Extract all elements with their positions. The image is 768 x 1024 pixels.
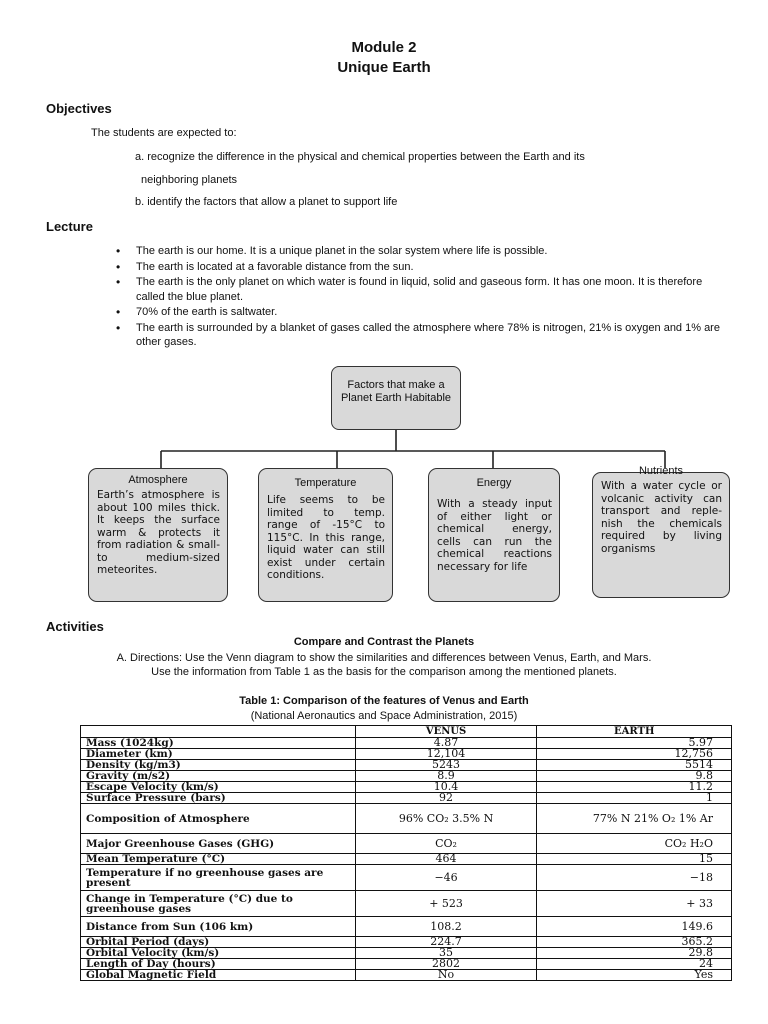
earth-cell: 12,756 (537, 749, 732, 760)
feature-cell: Gravity (m/s2) (81, 771, 356, 782)
column-header (81, 726, 356, 738)
feature-cell: Distance from Sun (106 km) (81, 917, 356, 937)
objective-b: b. identify the factors that allow a planet to support life (135, 196, 398, 208)
feature-cell: Composition of Atmosphere (81, 804, 356, 834)
venus-cell: 108.2 (355, 917, 537, 937)
table-row (81, 948, 732, 959)
table-row (81, 854, 732, 865)
table-header-row (81, 726, 732, 738)
venus-cell: 5243 (355, 760, 537, 771)
factor-text: Life seems to be limited to temp. range of -15°C to 115°C. In this range, liquid water can still exist under certain conditions. (267, 494, 385, 581)
title-block (0, 38, 768, 78)
earth-cell: 1 (537, 793, 732, 804)
feature-cell: Orbital Velocity (km/s) (81, 948, 356, 959)
earth-cell: 11.2 (537, 782, 732, 793)
earth-cell: 149.6 (537, 917, 732, 937)
factor-text: Earth’s atmosphere is about 100 miles thick. It keeps the surface warm & protects it from radiation & small-to medium-sized meteorites. (97, 489, 220, 576)
table-row (81, 749, 732, 760)
factor-box-nutrients (592, 465, 730, 598)
venus-cell: + 523 (355, 891, 537, 917)
table-row (81, 738, 732, 749)
venus-cell: 8.9 (355, 771, 537, 782)
venus-cell: 224.7 (355, 937, 537, 948)
lecture-bullet: • The earth is the only planet on which water is found in liquid, solid and gaseous form. It has one moon. It is therefore called the blue planet. (116, 275, 726, 304)
earth-cell: 24 (537, 959, 732, 970)
feature-cell: Length of Day (hours) (81, 959, 356, 970)
venus-cell: 2802 (355, 959, 537, 970)
diagram-root-box: Factors that make a Planet Earth Habitable (331, 366, 461, 430)
feature-cell: Mass (1024kg) (81, 738, 356, 749)
lecture-heading: Lecture (46, 219, 93, 234)
factor-box-temperature (258, 468, 393, 602)
earth-cell: 5.97 (537, 738, 732, 749)
lecture-bullet: • 70% of the earth is saltwater. (116, 305, 726, 320)
activity-title: Compare and Contrast the Planets (293, 636, 475, 648)
table-row (81, 804, 732, 834)
feature-cell: Mean Temperature (°C) (81, 854, 356, 865)
venus-cell: 96% CO₂ 3.5% N (355, 804, 537, 834)
feature-cell: Diameter (km) (81, 749, 356, 760)
venus-cell: No (355, 970, 537, 981)
earth-cell: Yes (537, 970, 732, 981)
table-row (81, 771, 732, 782)
factor-text: With a water cycle or volcanic activity can transport and reple-nish the chemicals required by living organisms (601, 480, 722, 555)
directions-line2: Use the information from Table 1 as the basis for the comparison among the mentioned planets. (151, 666, 617, 678)
table-row (81, 834, 732, 854)
earth-cell: CO₂ H₂O (537, 834, 732, 854)
habitability-diagram (80, 366, 750, 606)
table-row (81, 970, 732, 981)
table-row (81, 782, 732, 793)
column-header: EARTH (537, 726, 732, 738)
earth-cell: 5514 (537, 760, 732, 771)
feature-cell: Orbital Period (days) (81, 937, 356, 948)
table-row (81, 760, 732, 771)
venus-cell: 12,104 (355, 749, 537, 760)
venus-cell: 35 (355, 948, 537, 959)
earth-cell: 15 (537, 854, 732, 865)
factor-box-atmosphere (88, 468, 228, 602)
venus-cell: CO₂ (355, 834, 537, 854)
factor-title: Atmosphere (128, 474, 188, 486)
factor-title: Energy (476, 477, 512, 489)
activities-heading: Activities (46, 619, 104, 634)
feature-cell: Major Greenhouse Gases (GHG) (81, 834, 356, 854)
venus-cell: −46 (355, 865, 537, 891)
factor-title: Nutrients (638, 465, 684, 477)
venus-cell: 10.4 (355, 782, 537, 793)
factor-title: Temperature (294, 477, 357, 489)
factor-text: With a steady input of either light or chemical energy, cells can run the chemical reactions necessary for life (437, 498, 552, 573)
objectives-heading: Objectives (46, 101, 112, 116)
objective-a-line2: neighboring planets (141, 174, 238, 186)
feature-cell: Global Magnetic Field (81, 970, 356, 981)
table-row (81, 865, 732, 891)
lecture-bullet: • The earth is our home. It is a unique planet in the solar system where life is possible. (116, 244, 726, 259)
table-row (81, 959, 732, 970)
table-caption (0, 694, 768, 724)
lecture-bullets (116, 244, 726, 351)
directions-line1: A. Directions: Use the Venn diagram to show the similarities and differences between Venus, Earth, and Mars. (116, 652, 652, 664)
earth-cell: 365.2 (537, 937, 732, 948)
comparison-table (80, 725, 732, 981)
table-row (81, 937, 732, 948)
venus-cell: 4.87 (355, 738, 537, 749)
lecture-bullet: • The earth is surrounded by a blanket of gases called the atmosphere where 78% is nitrogen, 21% is oxygen and 1% are other gases. (116, 321, 726, 350)
module-subtitle: Unique Earth (337, 59, 431, 76)
table-row (81, 917, 732, 937)
earth-cell: −18 (537, 865, 732, 891)
feature-cell: Change in Temperature (°C) due to greenhouse gases (81, 891, 356, 917)
table-row (81, 891, 732, 917)
lecture-bullet: • The earth is located at a favorable distance from the sun. (116, 260, 726, 275)
venus-cell: 92 (355, 793, 537, 804)
feature-cell: Escape Velocity (km/s) (81, 782, 356, 793)
module-title: Module 2 (351, 39, 417, 56)
feature-cell: Surface Pressure (bars) (81, 793, 356, 804)
feature-cell: Temperature if no greenhouse gases are present (81, 865, 356, 891)
table-body (81, 738, 732, 981)
table-row (81, 793, 732, 804)
activity-directions (30, 651, 738, 679)
venus-cell: 464 (355, 854, 537, 865)
table-source: (National Aeronautics and Space Administration, 2015) (250, 710, 518, 722)
objective-a-line1: a. recognize the difference in the physical and chemical properties between the Earth and its (135, 151, 585, 163)
column-header: VENUS (355, 726, 537, 738)
earth-cell: 9.8 (537, 771, 732, 782)
objectives-intro: The students are expected to: (91, 127, 237, 139)
earth-cell: 29.8 (537, 948, 732, 959)
table-title: Table 1: Comparison of the features of Venus and Earth (239, 695, 529, 707)
earth-cell: + 33 (537, 891, 732, 917)
factor-box-energy (428, 468, 560, 602)
feature-cell: Density (kg/m3) (81, 760, 356, 771)
earth-cell: 77% N 21% O₂ 1% Ar (537, 804, 732, 834)
